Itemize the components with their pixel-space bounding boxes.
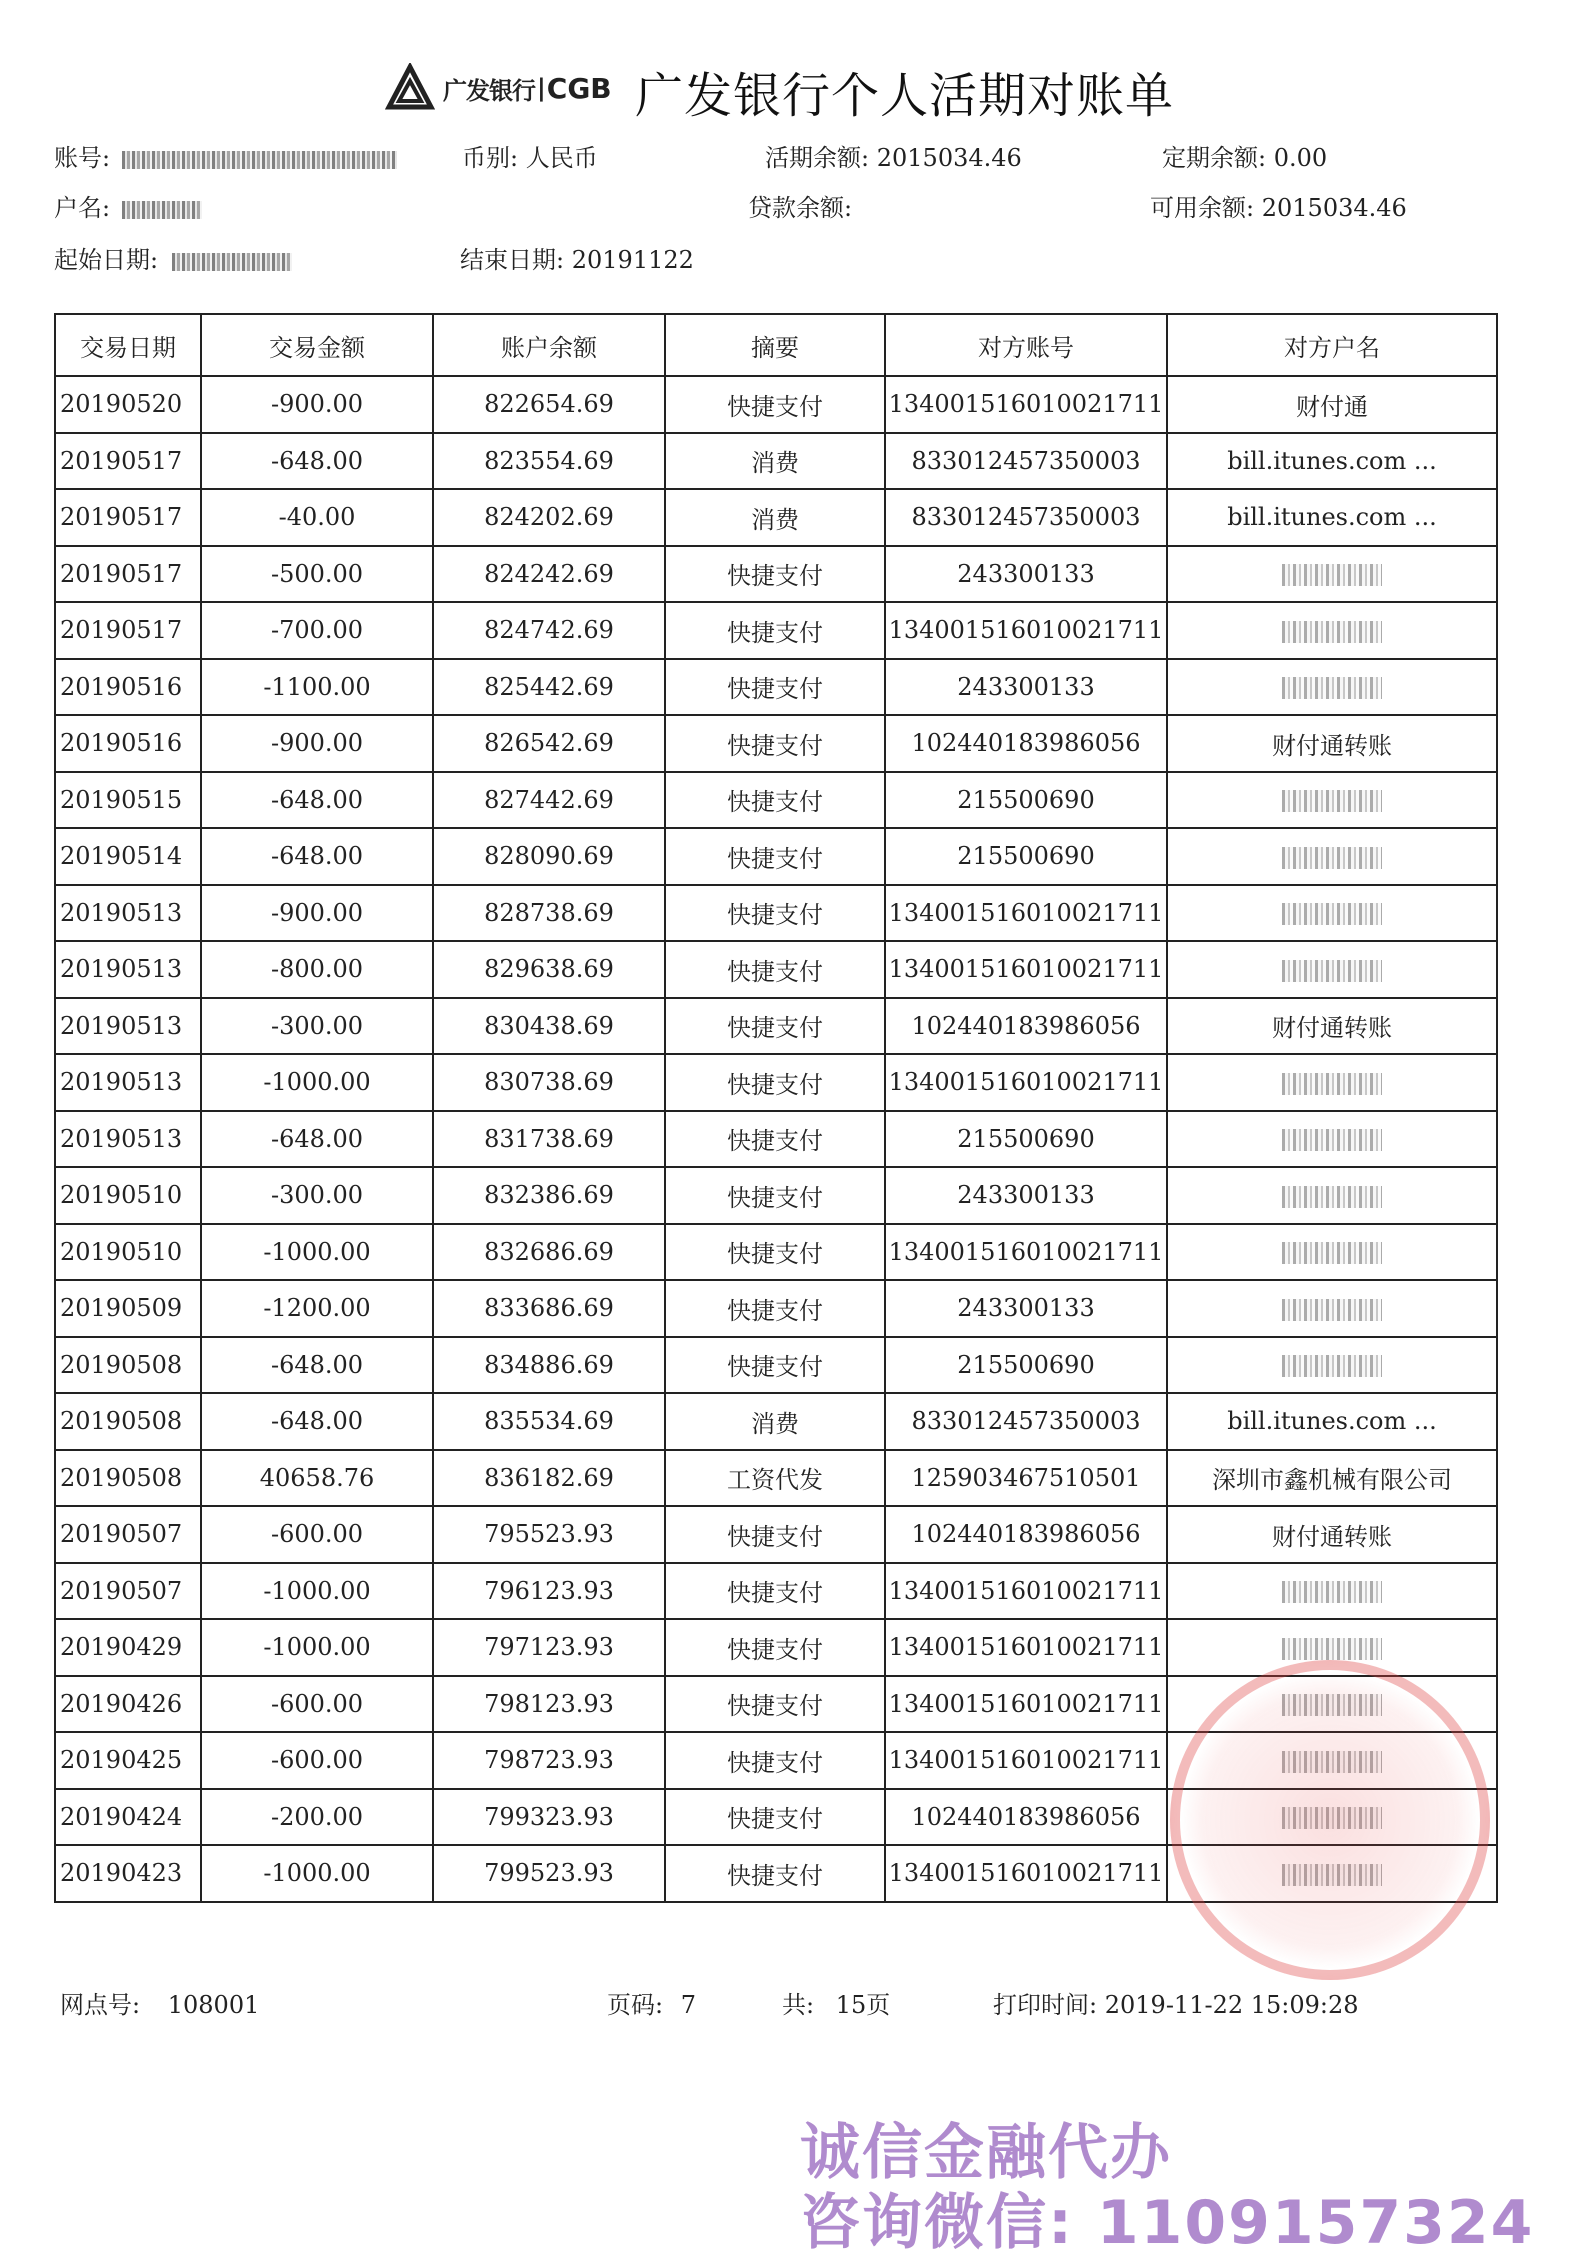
cell-summary: 快捷支付	[665, 715, 885, 772]
cell-summary: 消费	[665, 433, 885, 490]
available-balance	[1150, 188, 1407, 223]
table-row	[55, 1506, 1497, 1563]
cell-amount: -648.00	[201, 433, 433, 490]
cell-balance: 797123.93	[433, 1619, 665, 1676]
cell-date: 20190507	[55, 1563, 201, 1620]
cell-counterparty-name: 财付通	[1167, 376, 1497, 433]
table-row	[55, 1111, 1497, 1168]
masked-name	[1282, 1807, 1382, 1829]
cell-counterparty-account: 833012457350003	[885, 1393, 1167, 1450]
table-row	[55, 489, 1497, 546]
currency	[462, 138, 598, 173]
cell-counterparty-name: bill.itunes.com ...	[1167, 489, 1497, 546]
cell-amount: -648.00	[201, 1111, 433, 1168]
cell-balance: 834886.69	[433, 1337, 665, 1394]
available-balance-value: 2015034.46	[1261, 194, 1407, 222]
table-row	[55, 1450, 1497, 1507]
cell-counterparty-account: 833012457350003	[885, 433, 1167, 490]
cell-summary: 工资代发	[665, 1450, 885, 1507]
cell-amount: -648.00	[201, 772, 433, 829]
table-row	[55, 602, 1497, 659]
cell-balance: 831738.69	[433, 1111, 665, 1168]
masked-name	[1282, 1186, 1382, 1208]
bank-logo	[385, 63, 612, 113]
column-header: 交易日期	[55, 314, 201, 376]
table-row	[55, 998, 1497, 1055]
table-row	[55, 1676, 1497, 1733]
cell-summary: 快捷支付	[665, 998, 885, 1055]
cell-counterparty-name: 财付通转账	[1167, 1506, 1497, 1563]
cell-amount: -600.00	[201, 1506, 433, 1563]
cell-date: 20190514	[55, 828, 201, 885]
table-row	[55, 1280, 1497, 1337]
cell-balance: 828090.69	[433, 828, 665, 885]
cell-counterparty-name	[1167, 1337, 1497, 1394]
logo-cgb: CGB	[546, 71, 612, 105]
cell-counterparty-name: bill.itunes.com ...	[1167, 433, 1497, 490]
cell-amount: -648.00	[201, 828, 433, 885]
column-header: 账户余额	[433, 314, 665, 376]
cell-summary: 快捷支付	[665, 602, 885, 659]
cell-date: 20190423	[55, 1845, 201, 1902]
end-date	[460, 240, 694, 275]
page-value: 7	[680, 1991, 697, 2019]
account-holder	[54, 188, 202, 223]
branch-label: 网点号:	[60, 1991, 141, 2019]
cell-counterparty-name: bill.itunes.com ...	[1167, 1393, 1497, 1450]
cell-amount: -648.00	[201, 1337, 433, 1394]
cell-date: 20190517	[55, 489, 201, 546]
cell-amount: -1000.00	[201, 1845, 433, 1902]
cell-amount: -900.00	[201, 376, 433, 433]
table-row	[55, 1732, 1497, 1789]
table-row	[55, 1845, 1497, 1902]
cell-summary: 快捷支付	[665, 1732, 885, 1789]
table-row	[55, 1563, 1497, 1620]
cell-date: 20190513	[55, 998, 201, 1055]
table-row	[55, 941, 1497, 998]
fixed-balance	[1162, 138, 1327, 173]
cell-date: 20190515	[55, 772, 201, 829]
cell-counterparty-account: 125903467510501	[885, 1450, 1167, 1507]
cell-date: 20190517	[55, 602, 201, 659]
cell-date: 20190513	[55, 885, 201, 942]
cell-amount: -200.00	[201, 1789, 433, 1846]
masked-name	[1282, 677, 1382, 699]
cell-counterparty-account: 243300133	[885, 1167, 1167, 1224]
branch-number	[60, 1985, 259, 2020]
currency-value: 人民币	[525, 144, 598, 172]
cell-counterparty-name	[1167, 885, 1497, 942]
cell-counterparty-account: 833012457350003	[885, 489, 1167, 546]
cell-counterparty-name	[1167, 772, 1497, 829]
cell-amount: -1000.00	[201, 1224, 433, 1281]
cell-amount: -800.00	[201, 941, 433, 998]
cell-date: 20190516	[55, 659, 201, 716]
cell-amount: -500.00	[201, 546, 433, 603]
cell-date: 20190513	[55, 1054, 201, 1111]
table-row	[55, 376, 1497, 433]
end-date-value: 20191122	[571, 246, 694, 274]
transactions-table	[54, 313, 1498, 1903]
cell-counterparty-account: 215500690	[885, 1337, 1167, 1394]
cell-counterparty-name	[1167, 602, 1497, 659]
masked-name	[1282, 790, 1382, 812]
print-label: 打印时间:	[993, 1991, 1098, 2019]
cell-balance: 796123.93	[433, 1563, 665, 1620]
cell-counterparty-account: 134001516010021711	[885, 1845, 1167, 1902]
cell-summary: 快捷支付	[665, 941, 885, 998]
branch-value: 108001	[167, 1991, 260, 2019]
cell-date: 20190520	[55, 376, 201, 433]
cell-date: 20190424	[55, 1789, 201, 1846]
masked-name	[1282, 621, 1382, 643]
cell-date: 20190509	[55, 1280, 201, 1337]
masked-name	[1282, 1638, 1382, 1660]
logo-divider: |	[537, 74, 545, 102]
cell-counterparty-account: 134001516010021711	[885, 1732, 1167, 1789]
cell-counterparty-account: 102440183986056	[885, 1789, 1167, 1846]
cell-summary: 快捷支付	[665, 1506, 885, 1563]
masked-name	[1282, 847, 1382, 869]
masked-name	[1282, 1581, 1382, 1603]
watermark-line-1: 诚信金融代办	[800, 2118, 1172, 2188]
table-row	[55, 433, 1497, 490]
masked-name	[1282, 1694, 1382, 1716]
cell-amount: -40.00	[201, 489, 433, 546]
account-number	[54, 138, 397, 173]
cell-summary: 消费	[665, 1393, 885, 1450]
cell-balance: 830738.69	[433, 1054, 665, 1111]
account-number-masked	[122, 151, 397, 169]
holder-label: 户名:	[54, 194, 111, 222]
holder-name-masked	[122, 201, 202, 219]
cell-date: 20190425	[55, 1732, 201, 1789]
account-label: 账号:	[54, 144, 111, 172]
cell-counterparty-name	[1167, 1619, 1497, 1676]
cell-counterparty-name	[1167, 1111, 1497, 1168]
cell-date: 20190508	[55, 1393, 201, 1450]
table-row	[55, 1224, 1497, 1281]
watermark-line-2: 咨询微信: 1109157324	[800, 2188, 1535, 2258]
cell-balance: 825442.69	[433, 659, 665, 716]
table-row	[55, 546, 1497, 603]
current-balance	[765, 138, 1022, 173]
cell-date: 20190513	[55, 1111, 201, 1168]
cell-balance: 826542.69	[433, 715, 665, 772]
table-row	[55, 659, 1497, 716]
cell-date: 20190517	[55, 433, 201, 490]
masked-name	[1282, 564, 1382, 586]
cell-counterparty-name	[1167, 1280, 1497, 1337]
currency-label: 币别:	[462, 144, 519, 172]
cell-counterparty-name	[1167, 1845, 1497, 1902]
cell-date: 20190508	[55, 1450, 201, 1507]
cell-date: 20190516	[55, 715, 201, 772]
total-label: 共:	[782, 1991, 815, 2019]
cell-summary: 快捷支付	[665, 546, 885, 603]
cell-summary: 快捷支付	[665, 1619, 885, 1676]
cell-counterparty-account: 102440183986056	[885, 998, 1167, 1055]
cell-amount: -600.00	[201, 1732, 433, 1789]
cell-date: 20190510	[55, 1224, 201, 1281]
cell-summary: 快捷支付	[665, 1224, 885, 1281]
table-row	[55, 1337, 1497, 1394]
masked-name	[1282, 1864, 1382, 1886]
cell-counterparty-account: 215500690	[885, 1111, 1167, 1168]
cell-date: 20190517	[55, 546, 201, 603]
cell-amount: -1100.00	[201, 659, 433, 716]
cell-balance: 795523.93	[433, 1506, 665, 1563]
cell-counterparty-account: 243300133	[885, 546, 1167, 603]
cell-amount: -648.00	[201, 1393, 433, 1450]
table-row	[55, 1393, 1497, 1450]
cell-counterparty-account: 134001516010021711	[885, 602, 1167, 659]
cell-balance: 798723.93	[433, 1732, 665, 1789]
masked-name	[1282, 1242, 1382, 1264]
fixed-balance-value: 0.00	[1273, 144, 1328, 172]
cell-counterparty-account: 134001516010021711	[885, 1619, 1167, 1676]
cell-balance: 824202.69	[433, 489, 665, 546]
column-header: 对方户名	[1167, 314, 1497, 376]
cell-summary: 快捷支付	[665, 376, 885, 433]
cell-summary: 消费	[665, 489, 885, 546]
cell-counterparty-account: 102440183986056	[885, 1506, 1167, 1563]
cell-counterparty-name	[1167, 1789, 1497, 1846]
cell-balance: 836182.69	[433, 1450, 665, 1507]
page-number	[607, 1985, 696, 2020]
end-date-label: 结束日期:	[460, 246, 565, 274]
cell-balance: 833686.69	[433, 1280, 665, 1337]
cell-balance: 824742.69	[433, 602, 665, 659]
cell-amount: -1000.00	[201, 1563, 433, 1620]
cell-counterparty-account: 134001516010021711	[885, 1676, 1167, 1733]
cell-counterparty-account: 134001516010021711	[885, 1224, 1167, 1281]
cell-counterparty-name	[1167, 828, 1497, 885]
cell-counterparty-name: 深圳市鑫机械有限公司	[1167, 1450, 1497, 1507]
available-balance-label: 可用余额:	[1150, 194, 1255, 222]
cell-balance: 824242.69	[433, 546, 665, 603]
table-row	[55, 1167, 1497, 1224]
cell-summary: 快捷支付	[665, 1789, 885, 1846]
cell-amount: -300.00	[201, 998, 433, 1055]
cell-summary: 快捷支付	[665, 828, 885, 885]
cell-summary: 快捷支付	[665, 1054, 885, 1111]
cell-balance: 832386.69	[433, 1167, 665, 1224]
cell-summary: 快捷支付	[665, 1167, 885, 1224]
cell-amount: -900.00	[201, 885, 433, 942]
table-row	[55, 828, 1497, 885]
cell-counterparty-account: 134001516010021711	[885, 1054, 1167, 1111]
cell-summary: 快捷支付	[665, 1280, 885, 1337]
masked-name	[1282, 1129, 1382, 1151]
table-row	[55, 885, 1497, 942]
cell-summary: 快捷支付	[665, 659, 885, 716]
masked-name	[1282, 903, 1382, 925]
print-value: 2019-11-22 15:09:28	[1104, 1991, 1359, 2019]
cell-amount: -300.00	[201, 1167, 433, 1224]
cell-balance: 799523.93	[433, 1845, 665, 1902]
table-row	[55, 1619, 1497, 1676]
masked-name	[1282, 960, 1382, 982]
cell-date: 20190513	[55, 941, 201, 998]
cell-date: 20190508	[55, 1337, 201, 1394]
cell-date: 20190507	[55, 1506, 201, 1563]
cgb-logo-icon	[385, 63, 435, 113]
cell-summary: 快捷支付	[665, 885, 885, 942]
cell-counterparty-account: 243300133	[885, 659, 1167, 716]
fixed-balance-label: 定期余额:	[1162, 144, 1267, 172]
cell-counterparty-account: 243300133	[885, 1280, 1167, 1337]
start-date-masked	[172, 253, 292, 271]
start-date-label: 起始日期:	[54, 246, 159, 274]
loan-balance-label: 贷款余额:	[748, 194, 853, 222]
current-balance-value: 2015034.46	[876, 144, 1022, 172]
cell-counterparty-account: 134001516010021711	[885, 941, 1167, 998]
masked-name	[1282, 1299, 1382, 1321]
cell-counterparty-name	[1167, 1224, 1497, 1281]
current-balance-label: 活期余额:	[765, 144, 870, 172]
cell-summary: 快捷支付	[665, 772, 885, 829]
cell-balance: 799323.93	[433, 1789, 665, 1846]
cell-amount: -1000.00	[201, 1054, 433, 1111]
total-value: 15页	[835, 1991, 891, 2019]
cell-balance: 827442.69	[433, 772, 665, 829]
table-row	[55, 1789, 1497, 1846]
cell-date: 20190510	[55, 1167, 201, 1224]
cell-counterparty-account: 102440183986056	[885, 715, 1167, 772]
cell-counterparty-account: 134001516010021711	[885, 885, 1167, 942]
cell-counterparty-name	[1167, 941, 1497, 998]
cell-counterparty-name	[1167, 1676, 1497, 1733]
page-title: 广发银行个人活期对账单	[635, 68, 1175, 124]
cell-summary: 快捷支付	[665, 1845, 885, 1902]
total-pages	[782, 1985, 890, 2020]
cell-summary: 快捷支付	[665, 1563, 885, 1620]
cell-counterparty-name	[1167, 546, 1497, 603]
column-header: 对方账号	[885, 314, 1167, 376]
cell-balance: 830438.69	[433, 998, 665, 1055]
cell-counterparty-name	[1167, 1732, 1497, 1789]
table-row	[55, 1054, 1497, 1111]
cell-summary: 快捷支付	[665, 1337, 885, 1394]
cell-amount: -600.00	[201, 1676, 433, 1733]
cell-balance: 823554.69	[433, 433, 665, 490]
masked-name	[1282, 1355, 1382, 1377]
masked-name	[1282, 1751, 1382, 1773]
cell-date: 20190429	[55, 1619, 201, 1676]
loan-balance	[748, 188, 852, 223]
cell-balance: 835534.69	[433, 1393, 665, 1450]
statement-header	[0, 55, 1587, 125]
cell-balance: 832686.69	[433, 1224, 665, 1281]
cell-counterparty-name	[1167, 1054, 1497, 1111]
cell-amount: 40658.76	[201, 1450, 433, 1507]
cell-balance: 822654.69	[433, 376, 665, 433]
cell-amount: -700.00	[201, 602, 433, 659]
cell-counterparty-account: 215500690	[885, 828, 1167, 885]
table-row	[55, 772, 1497, 829]
cell-counterparty-name: 财付通转账	[1167, 715, 1497, 772]
cell-balance: 798123.93	[433, 1676, 665, 1733]
cell-counterparty-account: 215500690	[885, 772, 1167, 829]
page-label: 页码:	[607, 1991, 664, 2019]
cell-amount: -900.00	[201, 715, 433, 772]
table-row	[55, 715, 1497, 772]
cell-summary: 快捷支付	[665, 1111, 885, 1168]
cell-balance: 829638.69	[433, 941, 665, 998]
cell-balance: 828738.69	[433, 885, 665, 942]
start-date	[54, 240, 292, 275]
column-header: 交易金额	[201, 314, 433, 376]
cell-summary: 快捷支付	[665, 1676, 885, 1733]
cell-counterparty-name	[1167, 659, 1497, 716]
cell-counterparty-account: 134001516010021711	[885, 1563, 1167, 1620]
transactions-body	[55, 376, 1497, 1902]
cell-date: 20190426	[55, 1676, 201, 1733]
masked-name	[1282, 1073, 1382, 1095]
cell-counterparty-name	[1167, 1167, 1497, 1224]
cell-counterparty-account: 134001516010021711	[885, 376, 1167, 433]
print-time	[993, 1985, 1359, 2020]
column-header: 摘要	[665, 314, 885, 376]
logo-text: 广发银行	[443, 76, 535, 105]
cell-counterparty-name	[1167, 1563, 1497, 1620]
cell-counterparty-name: 财付通转账	[1167, 998, 1497, 1055]
cell-amount: -1000.00	[201, 1619, 433, 1676]
table-header-row	[55, 314, 1497, 376]
cell-amount: -1200.00	[201, 1280, 433, 1337]
